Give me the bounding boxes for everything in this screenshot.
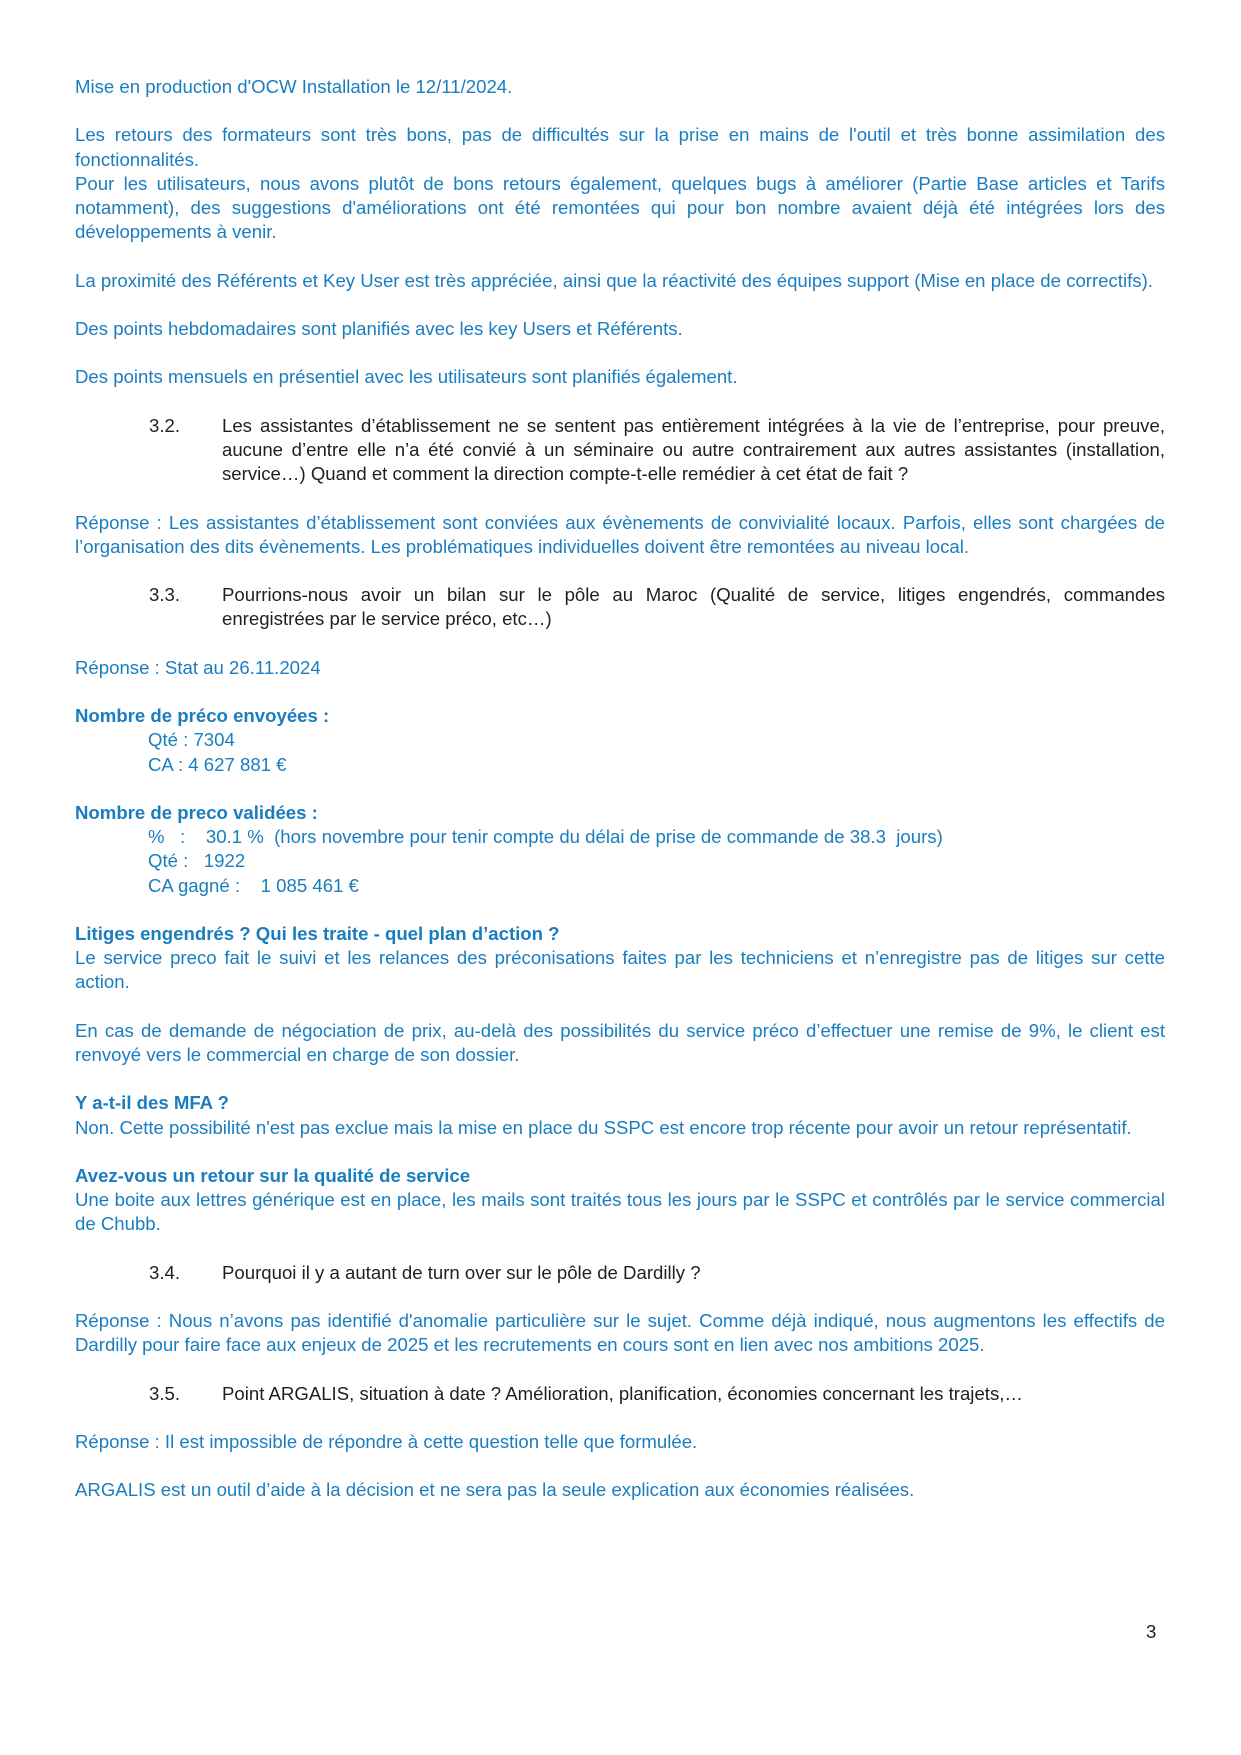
answer-3-3: Réponse : Stat au 26.11.2024 (75, 656, 321, 678)
question-text: Point ARGALIS, situation à date ? Amélioration, planification, économies concernant les trajets,… (222, 1382, 1024, 1404)
answer-3-4: Réponse : Nous n’avons pas identifié d'anomalie particulière sur le sujet. Comme déjà indiqué, nous augmentons les effectifs de Dardilly pour faire face aux enjeux de 2025 et les recrutements en cours sont en lien avec nos ambitions 2025. (75, 1310, 1165, 1356)
validated-preco-heading: Nombre de preco validées : (75, 801, 318, 823)
sent-preco-ca: CA : 4 627 881 € (148, 753, 287, 775)
sent-preco-qty: Qté : 7304 (148, 729, 235, 751)
question-number: 3.5. (149, 1382, 181, 1404)
mfa-text: Non. Cette possibilité n'est pas exclue mais la mise en place du SSPC est encore trop récente pour avoir un retour représentatif. (75, 1116, 1132, 1138)
intro-trainers-feedback: Les retours des formateurs sont très bons, pas de difficultés sur la prise en mains de l'outil et très bonne assimilation des fonctionnalités. (75, 124, 1165, 170)
intro-referents: La proximité des Référents et Key User est très appréciée, ainsi que la réactivité des équipes support (Mise en place de correctifs). (75, 269, 1153, 291)
intro-users-feedback: Pour les utilisateurs, nous avons plutôt de bons retours également, quelques bugs à améliorer (Partie Base articles et Tarifs notamment), des suggestions d'améliorations ont été remontées qui pour bon nombre avaient déjà été intégrées lors des développements à venir. (75, 172, 1165, 243)
sent-preco-heading: Nombre de préco envoyées : (75, 705, 330, 727)
question-number: 3.2. (149, 414, 181, 436)
question-3-4 (75, 1261, 1165, 1285)
quality-heading: Avez-vous un retour sur la qualité de service (75, 1164, 471, 1186)
validated-preco-percent: % : 30.1 % (hors novembre pour tenir compte du délai de prise de commande de 38.3 jours) (148, 826, 943, 848)
question-number: 3.4. (149, 1261, 181, 1283)
page-content (75, 75, 1165, 1503)
intro-production-date: Mise en production d'OCW Installation le 12/11/2024. (75, 76, 513, 97)
validated-preco-qty: Qté : 1922 (148, 850, 246, 872)
litiges-text-1: Le service preco fait le suivi et les relances des préconisations faites par les techniciens et n’enregistre pas de litiges sur cette action. (75, 947, 1165, 993)
validated-preco-ca: CA gagné : 1 085 461 € (148, 874, 359, 896)
question-text: Pourquoi il y a autant de turn over sur le pôle de Dardilly ? (222, 1261, 701, 1283)
argalis-note: ARGALIS est un outil d’aide à la décision et ne sera pas la seule explication aux économies réalisées. (75, 1479, 915, 1501)
question-3-3 (75, 583, 1165, 631)
answer-3-5: Réponse : Il est impossible de répondre à cette question telle que formulée. (75, 1431, 698, 1453)
question-number: 3.3. (149, 584, 181, 606)
question-3-5 (75, 1382, 1165, 1406)
litiges-text-2: En cas de demande de négociation de prix, au-delà des possibilités du service préco d’effectuer une remise de 9%, le client est renvoyé vers le commercial en charge de son dossier. (75, 1019, 1165, 1065)
answer-3-2: Réponse : Les assistantes d’établissement sont conviées aux évènements de convivialité locaux. Parfois, elles sont chargées de l’organisation des dits évènements. Les problématiques individuelles doivent être remontées au niveau local. (75, 511, 1165, 557)
mfa-heading: Y a-t-il des MFA ? (75, 1092, 229, 1114)
litiges-heading: Litiges engendrés ? Qui les traite - quel plan d’action ? (75, 922, 560, 944)
question-text: Pourrions-nous avoir un bilan sur le pôle au Maroc (Qualité de service, litiges engendrés, commandes enregistrées par le service préco, etc…) (222, 584, 1165, 630)
intro-weekly-points: Des points hebdomadaires sont planifiés avec les key Users et Référents. (75, 317, 683, 339)
question-3-2 (75, 414, 1165, 487)
intro-monthly-points: Des points mensuels en présentiel avec les utilisateurs sont planifiés également. (75, 366, 738, 388)
quality-text: Une boite aux lettres générique est en place, les mails sont traités tous les jours par le SSPC et contrôlés par le service commercial de Chubb. (75, 1189, 1165, 1235)
question-text: Les assistantes d’établissement ne se sentent pas entièrement intégrées à la vie de l’entreprise, pour preuve, aucune d’entre elle n’a été convié à un séminaire ou autre contrairement aux autres assistantes (installation, service…) Quand et comment la direction compte-t-elle remédier à cet état de fait ? (222, 414, 1165, 485)
page-number: 3 (1146, 1621, 1157, 1642)
